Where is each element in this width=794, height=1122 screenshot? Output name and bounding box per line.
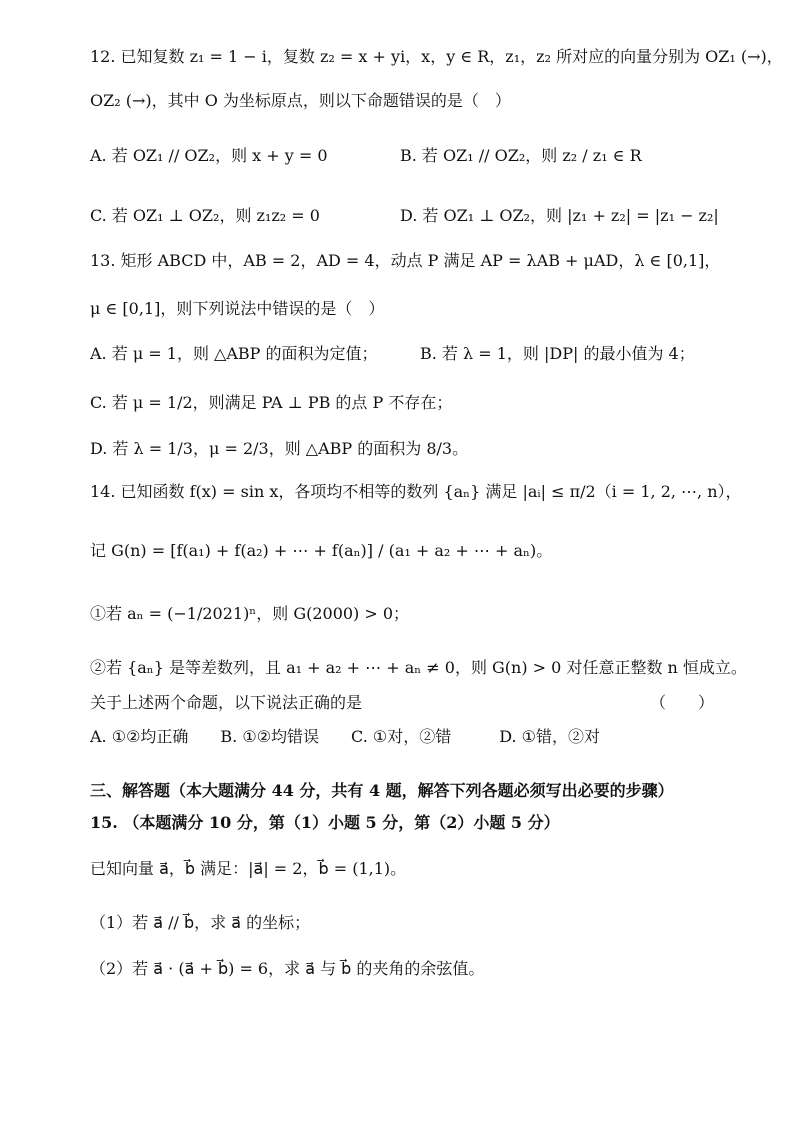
q13-option-a: A. 若 μ = 1，则 △ABP 的面积为定值；	[90, 344, 378, 363]
section-3-heading: 三、解答题（本大题满分 44 分，共有 4 题，解答下列各题必须写出必要的步骤）	[90, 781, 674, 800]
q13-line1: 13. 矩形 ABCD 中，AB = 2，AD = 4，动点 P 满足 AP = λAB + μAD，λ ∈ [0,1]，	[90, 251, 721, 270]
q14-item1: ①若 aₙ = (−1/2021)ⁿ，则 G(2000) > 0；	[90, 604, 410, 623]
q14-options: A. ①②均正确 B. ①②均错误 C. ①对，②错 D. ①错，②对	[90, 727, 600, 746]
q15-part1: （1）若 a⃗ // b⃗，求 a⃗ 的坐标；	[90, 913, 311, 932]
q15-given: 已知向量 a⃗，b⃗ 满足：|a⃗| = 2，b⃗ = (1,1)。	[90, 859, 407, 878]
q12-option-d: D. 若 OZ₁ ⊥ OZ₂，则 |z₁ + z₂| = |z₁ − z₂|	[400, 206, 719, 225]
q13-option-b: B. 若 λ = 1，则 |DP| 的最小值为 4；	[420, 344, 695, 363]
q12-option-b: B. 若 OZ₁ // OZ₂，则 z₂ / z₁ ∈ R	[400, 146, 642, 165]
q13-option-c: C. 若 μ = 1/2，则满足 PA ⊥ PB 的点 P 不存在；	[90, 393, 453, 412]
q14-item2: ②若 {aₙ} 是等差数列，且 a₁ + a₂ + ⋯ + aₙ ≠ 0，则 G(n) > 0 对任意正整数 n 恒成立。	[90, 658, 747, 677]
q12-line1: 12. 已知复数 z₁ = 1 − i，复数 z₂ = x + yi，x，y ∈ R，z₁，z₂ 所对应的向量分别为 OZ₁ (→)，	[90, 47, 783, 66]
q13-option-d: D. 若 λ = 1/3，μ = 2/3，则 △ABP 的面积为 8/3。	[90, 439, 469, 458]
q12-line2: OZ₂ (→)，其中 O 为坐标原点，则以下命题错误的是（ ）	[90, 91, 511, 110]
q12-option-a: A. 若 OZ₁ // OZ₂，则 x + y = 0	[90, 146, 328, 165]
q14-bracket: （ ）	[650, 693, 715, 712]
q14-ask: 关于上述两个命题，以下说法正确的是	[90, 693, 363, 712]
q14-line2: 记 G(n) = [f(a₁) + f(a₂) + ⋯ + f(aₙ)] / (a₁ + a₂ + ⋯ + aₙ)。	[90, 541, 553, 560]
q15-title: 15. （本题满分 10 分，第（1）小题 5 分，第（2）小题 5 分）	[90, 813, 560, 832]
q15-part2: （2）若 a⃗ · (a⃗ + b⃗) = 6，求 a⃗ 与 b⃗ 的夹角的余弦值。	[90, 959, 485, 978]
q13-line2: μ ∈ [0,1]，则下列说法中错误的是（ ）	[90, 299, 385, 318]
q14-line1: 14. 已知函数 f(x) = sin x，各项均不相等的数列 {aₙ} 满足 |aᵢ| ≤ π/2（i = 1, 2, ⋯, n），	[90, 482, 742, 501]
q12-option-c: C. 若 OZ₁ ⊥ OZ₂，则 z₁z₂ = 0	[90, 206, 320, 225]
